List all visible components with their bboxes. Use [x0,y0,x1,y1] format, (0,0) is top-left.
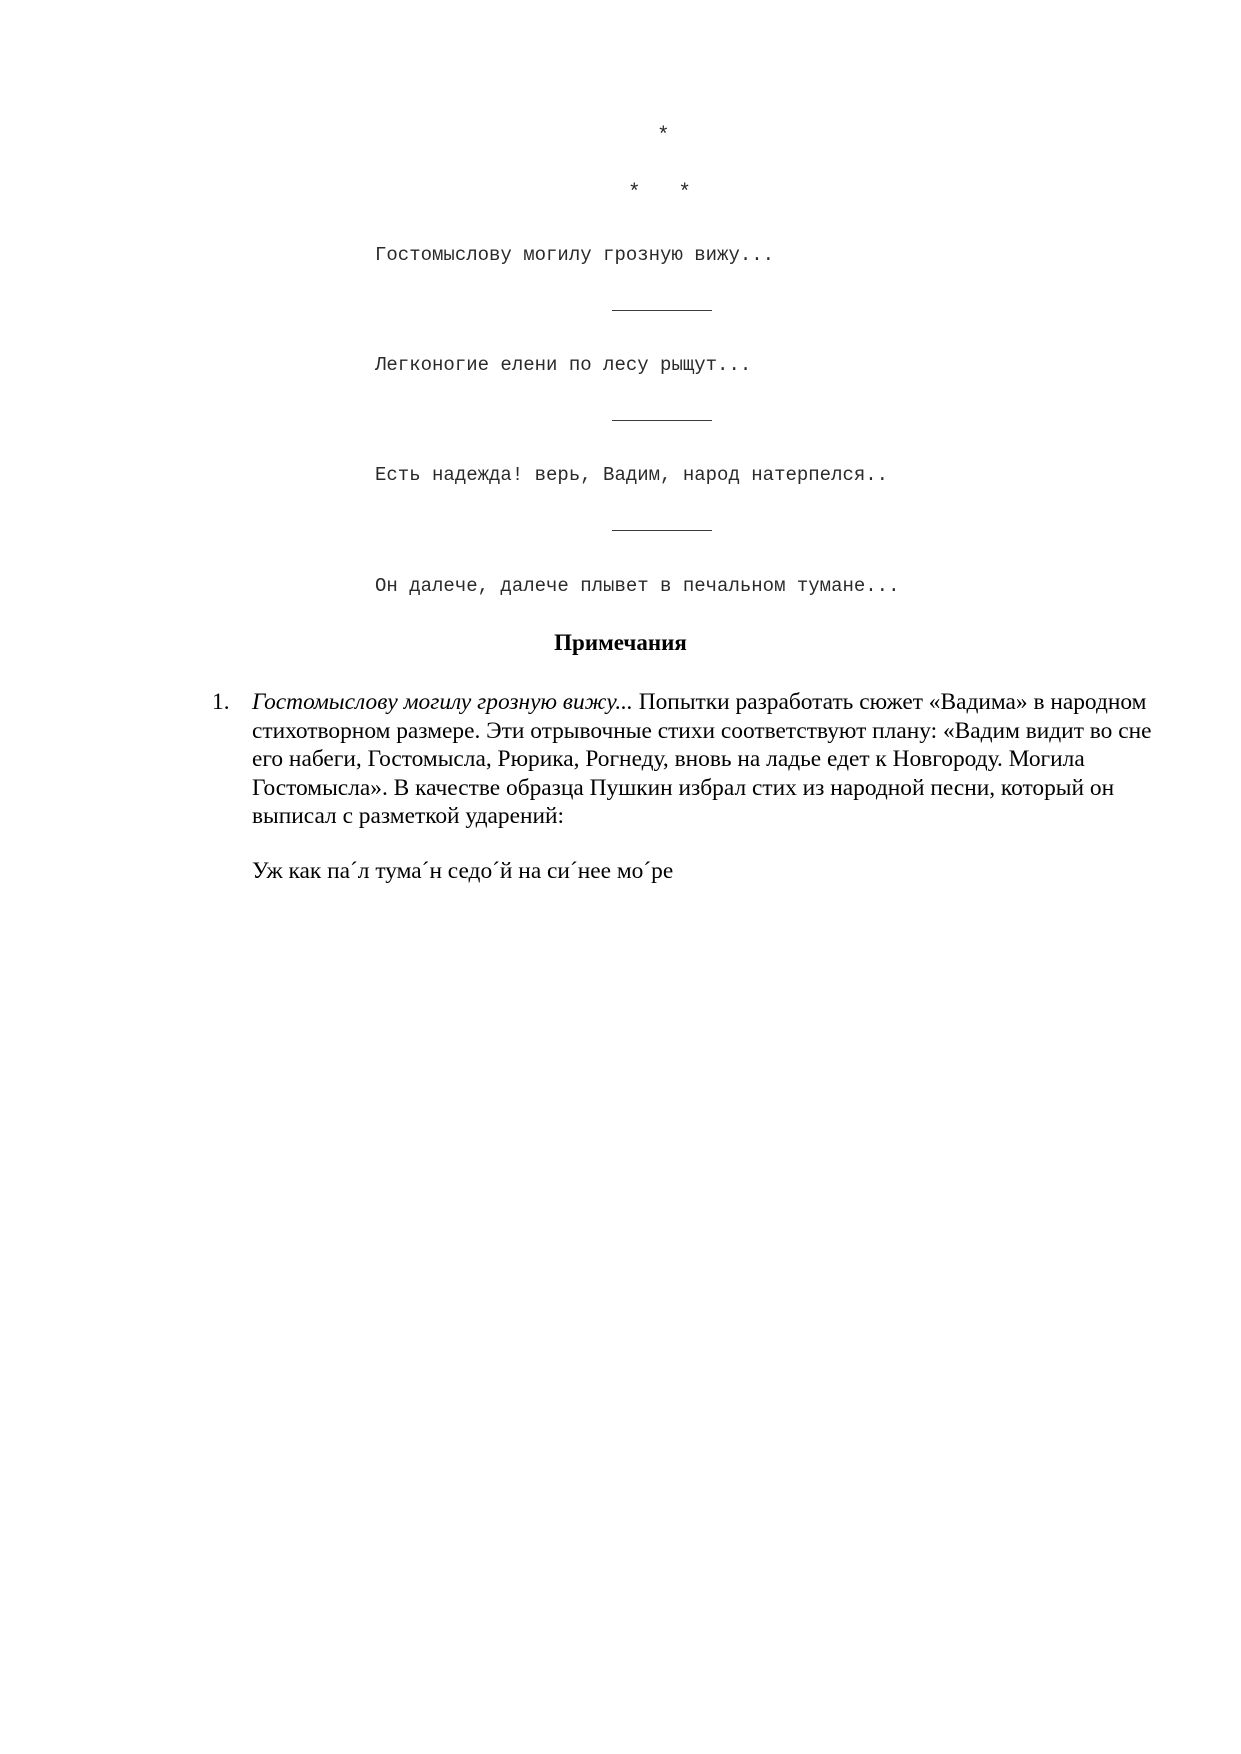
note-body [252,688,1157,831]
poem-line-1: Гостомыслову могилу грозную вижу... [375,244,775,266]
poem-line-3: Есть надежда! верь, Вадим, народ натерпелся.. [375,464,889,486]
note-text: Попытки разработать сюжет «Вадима» в народном стихотворном размере. Эти отрывочные стихи соответствуют плану: «Вадим видит во сне его набеги, Гостомысла, Рюрика, Рогнеду, вновь на ладье едет к Новгороду. Могила Гостомысла». В качестве образца Пушкин избрал стих из народной песни, который он выписал с разметкой ударений: [252,689,1152,829]
notes-title: Примечания [554,630,687,655]
poem-asterisk-pair: * * [628,182,692,205]
poem-asterisk-top: * [657,125,670,148]
separator-line [612,310,712,311]
note-lead: Гостомыслову могилу грозную вижу... [252,689,633,715]
separator-line [612,420,712,421]
separator-line [612,530,712,531]
poem-line-4: Он далече, далече плывет в печальном тумане... [375,575,900,597]
poem-line-2: Легконогие елени по лесу рыщут... [375,354,752,376]
note-number: 1. [212,689,230,715]
note-quote: Уж как па´л тума´н седо´й на си´нее мо´ре [252,858,674,884]
